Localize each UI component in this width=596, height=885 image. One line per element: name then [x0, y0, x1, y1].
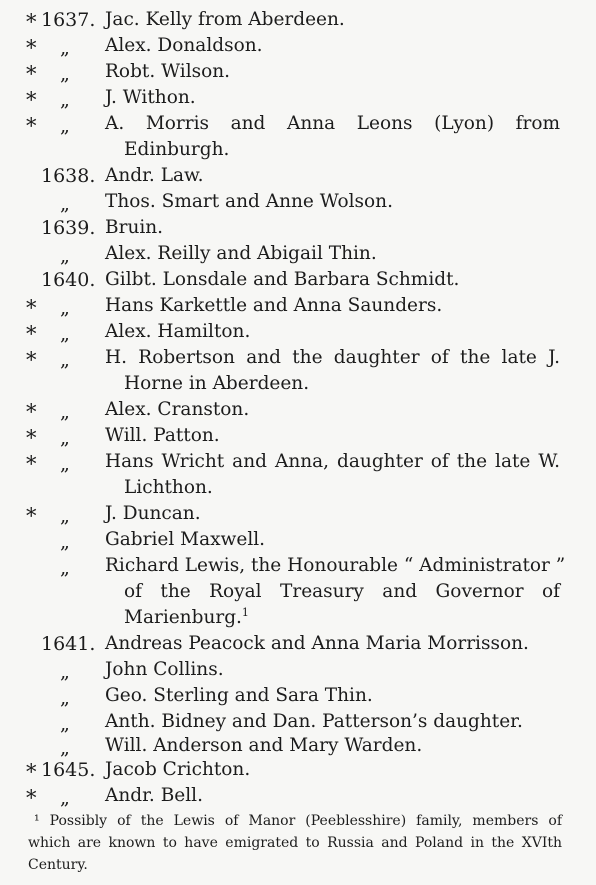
entry-name-continued: of the Royal Treasury and Governor of [124, 581, 560, 602]
entry-name: Robt. Wilson. [105, 61, 231, 82]
register-entry [0, 784, 596, 808]
register-entry [0, 8, 596, 32]
register-entry [0, 190, 596, 214]
ditto-mark: „ [60, 427, 70, 449]
entry-name: Will. Patton. [105, 425, 220, 446]
entry-name-continued: Edinburgh. [124, 139, 230, 160]
register-entry [0, 268, 596, 292]
entry-name: Andr. Law. [105, 165, 204, 186]
asterisk-marker: * [26, 786, 37, 810]
register-entry [0, 60, 596, 84]
register-entry [0, 554, 596, 578]
entry-year: 1645. [41, 759, 96, 781]
entry-name: A. Morris and Anna Leons (Lyon) from [105, 113, 560, 134]
entry-name: Jacob Crichton. [105, 759, 251, 780]
entry-continuation [0, 606, 596, 630]
asterisk-marker: * [26, 400, 37, 424]
register-entry [0, 758, 596, 782]
ditto-mark: „ [60, 453, 70, 475]
asterisk-marker: * [26, 426, 37, 450]
entry-year: 1640. [41, 269, 96, 291]
entry-name: Richard Lewis, the Honourable “ Administrator ” [105, 555, 566, 576]
entry-name: Gilbt. Lonsdale and Barbara Schmidt. [105, 269, 460, 290]
asterisk-marker: * [26, 322, 37, 346]
footnote-line: Century. [28, 857, 88, 873]
footnote-reference: 1 [241, 605, 249, 619]
entry-name: Jac. Kelly from Aberdeen. [105, 9, 345, 30]
register-entry [0, 346, 596, 370]
entry-year: 1638. [41, 165, 96, 187]
ditto-mark: „ [60, 531, 70, 553]
asterisk-marker: * [26, 452, 37, 476]
entry-name: H. Robertson and the daughter of the late J. [105, 347, 560, 368]
entry-name: Bruin. [105, 217, 164, 238]
entry-name: Alex. Reilly and Abigail Thin. [105, 243, 377, 264]
asterisk-marker: * [26, 10, 37, 34]
entry-continuation [0, 476, 596, 500]
entry-name: Will. Anderson and Mary Warden. [105, 735, 423, 756]
ditto-mark: „ [60, 557, 70, 579]
asterisk-marker: * [26, 62, 37, 86]
entry-year: 1639. [41, 217, 96, 239]
ditto-mark: „ [60, 737, 70, 759]
register-entry [0, 734, 596, 758]
entry-continuation [0, 138, 596, 162]
ditto-mark: „ [60, 63, 70, 85]
register-entry [0, 450, 596, 474]
entry-name: J. Duncan. [105, 503, 201, 524]
register-entry [0, 164, 596, 188]
ditto-mark: „ [60, 115, 70, 137]
register-entry [0, 242, 596, 266]
ditto-mark: „ [60, 787, 70, 809]
register-entry [0, 112, 596, 136]
entry-name: Thos. Smart and Anne Wolson. [105, 191, 393, 212]
register-entry [0, 216, 596, 240]
register-entry [0, 684, 596, 708]
entry-name-continued-2 [124, 606, 249, 630]
entry-name: Alex. Cranston. [105, 399, 250, 420]
entry-name: John Collins. [105, 659, 224, 680]
register-entry [0, 632, 596, 656]
entry-name: J. Withon. [105, 87, 196, 108]
ditto-mark: „ [60, 89, 70, 111]
entry-name-continued: Horne in Aberdeen. [124, 373, 310, 394]
register-entry [0, 710, 596, 734]
register-entry [0, 34, 596, 58]
asterisk-marker: * [26, 296, 37, 320]
asterisk-marker: * [26, 504, 37, 528]
entry-year: 1641. [41, 633, 96, 655]
ditto-mark: „ [60, 193, 70, 215]
register-entry [0, 398, 596, 422]
entry-year: 1637. [41, 9, 96, 31]
asterisk-marker: * [26, 88, 37, 112]
ditto-mark: „ [60, 505, 70, 527]
asterisk-marker: * [26, 760, 37, 784]
ditto-mark: „ [60, 323, 70, 345]
footnote-line: ¹ Possibly of the Lewis of Manor (Peeblesshire) family, members of [34, 813, 562, 829]
register-entry [0, 294, 596, 318]
entry-name: Gabriel Maxwell. [105, 529, 266, 550]
ditto-mark: „ [60, 401, 70, 423]
register-entry [0, 658, 596, 682]
ditto-mark: „ [60, 349, 70, 371]
asterisk-marker: * [26, 114, 37, 138]
entry-name: Anth. Bidney and Dan. Patterson’s daughter. [105, 711, 523, 732]
register-entry [0, 502, 596, 526]
register-entry [0, 86, 596, 110]
entry-name: Andreas Peacock and Anna Maria Morrisson. [105, 633, 529, 654]
entry-name: Geo. Sterling and Sara Thin. [105, 685, 373, 706]
ditto-mark: „ [60, 661, 70, 683]
asterisk-marker: * [26, 348, 37, 372]
footnote-line: which are known to have emigrated to Russia and Poland in the XVIth [28, 835, 562, 851]
entry-name: Hans Wricht and Anna, daughter of the late W. [105, 451, 560, 472]
ditto-mark: „ [60, 297, 70, 319]
ditto-mark: „ [60, 245, 70, 267]
entry-name: Alex. Donaldson. [105, 35, 263, 56]
register-entry [0, 424, 596, 448]
register-entry [0, 320, 596, 344]
entry-name-continued: Lichthon. [124, 477, 213, 498]
ditto-mark: „ [60, 687, 70, 709]
entry-name: Hans Karkettle and Anna Saunders. [105, 295, 443, 316]
register-entry [0, 528, 596, 552]
ditto-mark: „ [60, 37, 70, 59]
entry-continuation [0, 372, 596, 396]
entry-continuation [0, 580, 596, 604]
entry-name: Andr. Bell. [105, 785, 203, 806]
ditto-mark: „ [60, 713, 70, 735]
asterisk-marker: * [26, 36, 37, 60]
entry-name: Alex. Hamilton. [105, 321, 251, 342]
entry-place: Marienburg. [124, 607, 242, 628]
